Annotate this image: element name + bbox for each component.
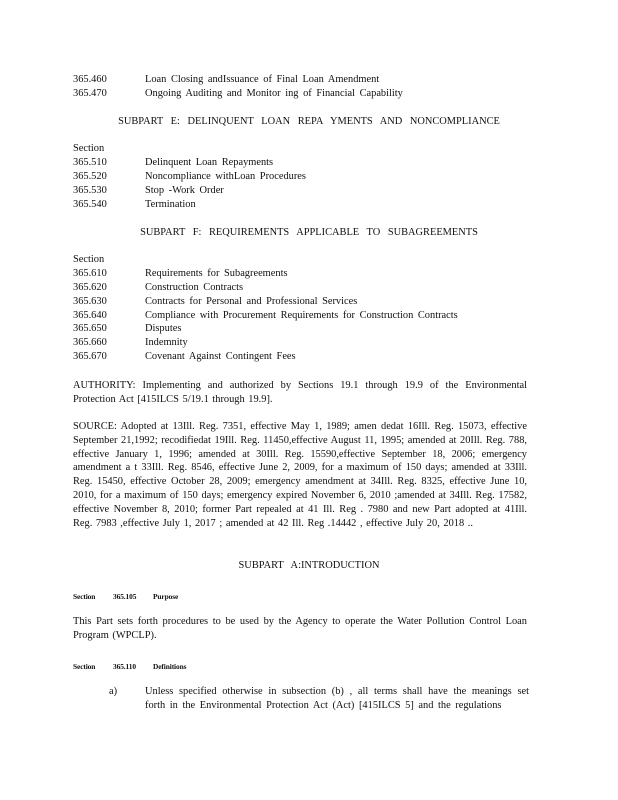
section-column-label: Section — [73, 143, 105, 154]
section-label: Section — [73, 592, 96, 601]
section-number: 365.105 — [113, 592, 137, 601]
section-title: Construction Contracts — [145, 281, 244, 293]
section-title: Noncompliance withLoan Procedures — [145, 170, 306, 182]
toc-row — [73, 322, 543, 336]
purpose-paragraph: This Part sets forth procedures to be used by the Agency to operate the Water Pollution Control Loan Program (WPCLP). — [73, 616, 527, 641]
item-letter: a) — [109, 686, 118, 697]
toc-top — [73, 73, 543, 101]
section-number: 365.610 — [73, 267, 107, 279]
section-title: Loan Closing andIssuance of Final Loan Amendment — [145, 74, 380, 85]
section-title: Termination — [145, 198, 196, 210]
section-title: Stop -Work Order — [145, 184, 224, 196]
section-number: 365.540 — [73, 198, 107, 210]
section-number: 365.470 — [73, 87, 107, 99]
section-number: 365.620 — [73, 281, 107, 293]
item-text: Unless specified otherwise in subsection (b) , all terms shall have the meanings set forth in the Environmental Protection Act (Act) [415ILCS 5] and the regulations — [145, 686, 529, 711]
toc-row — [73, 73, 543, 87]
section-heading-title: Definitions — [153, 662, 187, 671]
section-number: 365.630 — [73, 295, 107, 307]
toc-subpart-f — [73, 253, 543, 364]
section-number: 365.640 — [73, 309, 107, 321]
section-number: 365.520 — [73, 170, 107, 182]
toc-row — [73, 87, 543, 101]
subpart-e-heading: SUBPART E: DELINQUENT LOAN REPA YMENTS AND NONCOMPLIANCE — [118, 116, 500, 127]
section-number: 365.510 — [73, 156, 107, 168]
toc-row — [73, 156, 543, 170]
toc-row — [73, 309, 543, 323]
section-heading-110 — [73, 660, 186, 674]
section-title: Compliance with Procurement Requirements for Construction Contracts — [145, 309, 458, 321]
section-heading-105 — [73, 590, 178, 604]
section-title: Covenant Against Contingent Fees — [145, 351, 296, 363]
toc-row — [73, 281, 543, 295]
subpart-f-heading: SUBPART F: REQUIREMENTS APPLICABLE TO SUBAGREEMENTS — [140, 227, 478, 238]
section-title: Requirements for Subagreements — [145, 267, 288, 279]
source-note: SOURCE: Adopted at 13Ill. Reg. 7351, effective May 1, 1989; amen dedat 16Ill. Reg. 15073, effective September 21,1992; recodifiedat 19Ill. Reg. 11450,effective August 11, 1995; amended at 20Ill. Reg. 788, effective January 1, 1996; amended at 30Ill. Reg. 15590,effective September 18, 2006; emergency amendment a t 33Ill. Reg. 8546, effective June 2, 2009, for a maximum of 150 days; amended at 33Ill. Reg. 15450, effective October 28, 2009; emergency amendment at 34Ill. Reg. 8325, effective June 10, 2010, for a maximum of 150 days; emergency expired November 6, 2010 ;amended at 34Ill. Reg. 17582, effective November 8, 2010; former Part repealed at 41 Ill. Reg . 7980 and new Part adopted at 41Ill. Reg. 7983 ,effective July 1, 2017 ; amended at 42 Ill. Reg .14442 , effective July 20, 2018 .. — [73, 421, 527, 529]
toc-row — [73, 198, 543, 212]
section-number: 365.530 — [73, 184, 107, 196]
section-number: 365.660 — [73, 337, 107, 349]
toc-row — [73, 350, 543, 364]
section-label: Section — [73, 662, 96, 671]
toc-row — [73, 184, 543, 198]
toc-row — [73, 336, 543, 350]
toc-row — [73, 295, 543, 309]
toc-subpart-e — [73, 142, 543, 211]
section-number: 365.650 — [73, 323, 107, 335]
section-title: Contracts for Personal and Professional Services — [145, 295, 358, 307]
subpart-a-heading: SUBPART A:INTRODUCTION — [238, 560, 380, 571]
toc-row — [73, 267, 543, 281]
section-number: 365.110 — [113, 662, 136, 671]
section-title: Ongoing Auditing and Monitor ing of Financial Capability — [145, 87, 403, 99]
section-number: 365.460 — [73, 74, 107, 85]
section-title: Indemnity — [145, 337, 188, 349]
toc-row — [73, 170, 543, 184]
section-heading-title: Purpose — [153, 592, 179, 601]
authority-note: AUTHORITY: Implementing and authorized by Sections 19.1 through 19.9 of the Environmental Protection Act [415ILCS 5/19.1 through 19.9]. — [73, 380, 527, 405]
section-number: 365.670 — [73, 351, 107, 363]
section-column-label: Section — [73, 254, 105, 265]
section-title: Disputes — [145, 323, 182, 335]
section-title: Delinquent Loan Repayments — [145, 156, 274, 168]
